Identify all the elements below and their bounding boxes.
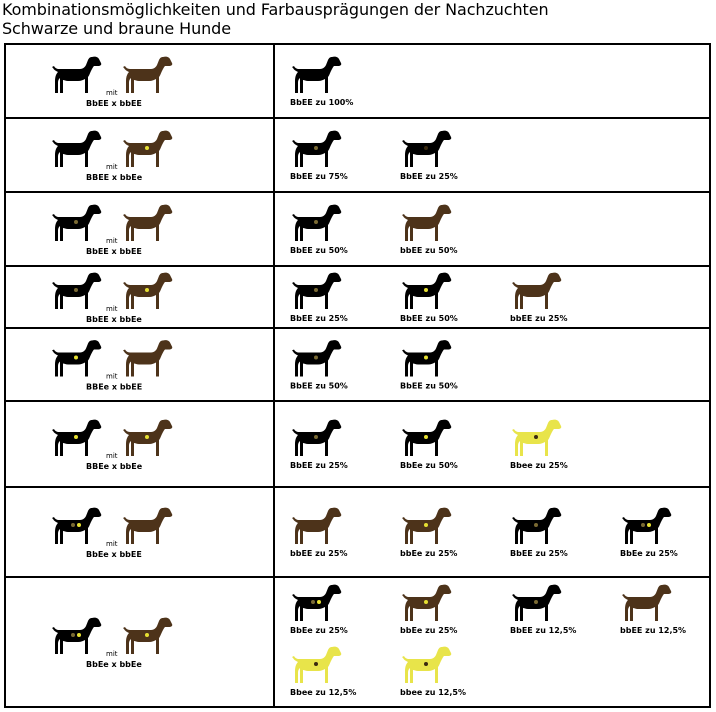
gene-marker	[314, 288, 318, 292]
offspring-dog-6-1	[292, 420, 341, 456]
offspring-dog-5-1	[292, 340, 341, 376]
offspring-dog-8-4	[622, 585, 671, 621]
parents-genotype-label: BbEE x bbEe	[86, 315, 142, 324]
title-line-2: Schwarze und braune Hunde	[2, 19, 231, 38]
gene-marker	[424, 662, 428, 666]
gene-marker	[534, 600, 538, 604]
gene-marker	[314, 356, 318, 360]
gene-marker	[317, 600, 321, 604]
gene-marker	[534, 435, 538, 439]
gene-marker	[424, 146, 428, 150]
offspring-dog-3-2	[402, 205, 451, 241]
parent-dog-7-b	[123, 508, 172, 544]
offspring-dog-8-1	[292, 585, 341, 621]
gene-marker	[74, 288, 78, 292]
gene-marker	[424, 435, 428, 439]
gene-marker	[314, 662, 318, 666]
gene-marker	[314, 220, 318, 224]
parent-dog-3-b	[123, 205, 172, 241]
offspring-genotype-label: bbEE zu 25%	[510, 314, 568, 323]
gene-marker	[145, 633, 149, 637]
gene-marker	[71, 633, 75, 637]
gene-marker	[424, 288, 428, 292]
gene-marker	[424, 600, 428, 604]
parents-genotype-label: BbEe x bbEE	[86, 550, 142, 559]
parent-dog-6-a	[52, 420, 101, 456]
offspring-genotype-label: BbEE zu 50%	[400, 314, 458, 323]
offspring-genotype-label: BbEe zu 25%	[620, 549, 678, 558]
gene-marker	[145, 435, 149, 439]
offspring-dog-7-3	[512, 508, 561, 544]
parent-dog-6-b	[123, 420, 172, 456]
parent-dog-3-a	[52, 205, 101, 241]
offspring-dog-3-1	[292, 205, 341, 241]
offspring-genotype-label: BbEE zu 25%	[400, 172, 458, 181]
connector-label: mit	[106, 540, 118, 548]
offspring-dog-4-1	[292, 273, 341, 309]
parent-dog-8-b	[123, 618, 172, 654]
gene-marker	[314, 435, 318, 439]
offspring-dog-8-2	[402, 585, 451, 621]
parent-dog-2-b	[123, 131, 172, 167]
offspring-genotype-label: bbEE zu 12,5%	[620, 626, 687, 635]
offspring-genotype-label: bbee zu 12,5%	[400, 688, 466, 697]
parent-dog-7-a	[52, 508, 101, 544]
offspring-dog-7-4	[622, 508, 671, 544]
connector-label: mit	[106, 452, 118, 460]
offspring-genotype-label: bbEE zu 25%	[290, 549, 348, 558]
gene-marker	[145, 146, 149, 150]
offspring-dog-2-2	[402, 131, 451, 167]
gene-marker	[314, 146, 318, 150]
connector-label: mit	[106, 305, 118, 313]
offspring-genotype-label: BbEE zu 75%	[290, 172, 348, 181]
gene-marker	[77, 523, 81, 527]
connector-label: mit	[106, 237, 118, 245]
connector-label: mit	[106, 650, 118, 658]
offspring-dog-1-1	[292, 57, 341, 93]
gene-marker	[145, 288, 149, 292]
parent-dog-1-b	[123, 57, 172, 93]
offspring-genotype-label: BbEE zu 50%	[400, 381, 458, 391]
parent-dog-2-a	[52, 131, 101, 167]
gene-marker	[74, 220, 78, 224]
offspring-genotype-label: BbEe zu 25%	[290, 626, 348, 635]
parent-dog-5-a	[52, 340, 101, 376]
offspring-genotype-label: BbEE zu 50%	[290, 381, 348, 391]
offspring-dog-8-3	[512, 585, 561, 621]
connector-label: mit	[106, 89, 118, 97]
connector-label: mit	[106, 163, 118, 171]
gene-marker	[424, 356, 428, 360]
parent-dog-4-a	[52, 273, 101, 309]
gene-marker	[641, 523, 645, 527]
offspring-dog-7-2	[402, 508, 451, 544]
title-line-1: Kombinationsmöglichkeiten und Farbausprägungen der Nachzuchten	[2, 0, 549, 19]
parents-genotype-label: BbEE x bbEE	[86, 99, 142, 108]
gene-marker	[74, 356, 78, 360]
offspring-dog-8-6	[402, 647, 451, 683]
offspring-genotype-label: Bbee zu 12,5%	[290, 688, 357, 697]
offspring-dog-6-3	[512, 420, 561, 456]
offspring-genotype-label: BbEE zu 100%	[290, 98, 354, 107]
parents-genotype-label: BBEe x bbEE	[86, 382, 143, 392]
parent-dog-5-b	[123, 340, 172, 376]
offspring-genotype-label: bbEe zu 25%	[400, 549, 458, 558]
parent-dog-8-a	[52, 618, 101, 654]
offspring-genotype-label: BbEE zu 12,5%	[510, 626, 577, 635]
offspring-genotype-label: BbEE zu 50%	[290, 246, 348, 255]
gene-marker	[71, 523, 75, 527]
gene-marker	[424, 523, 428, 527]
offspring-dog-7-1	[292, 508, 341, 544]
offspring-genotype-label: bbEE zu 50%	[400, 246, 458, 255]
offspring-dog-4-3	[512, 273, 561, 309]
gene-marker	[311, 600, 315, 604]
parent-dog-4-b	[123, 273, 172, 309]
parents-genotype-label: BbEE x bbEE	[86, 247, 142, 256]
connector-label: mit	[106, 372, 118, 381]
gene-marker	[647, 523, 651, 527]
offspring-genotype-label: BbEe zu 50%	[400, 461, 458, 470]
offspring-genotype-label: bbEe zu 25%	[400, 626, 458, 635]
parents-genotype-label: BbEe x bbEe	[86, 660, 142, 669]
parents-genotype-label: BBEE x bbEe	[86, 173, 143, 182]
parent-dog-1-a	[52, 57, 101, 93]
offspring-dog-5-2	[402, 340, 451, 376]
offspring-genotype-label: BbEE zu 25%	[290, 461, 348, 470]
offspring-dog-8-5	[292, 647, 341, 683]
offspring-genotype-label: BbEE zu 25%	[510, 549, 568, 558]
gene-marker	[74, 435, 78, 439]
offspring-dog-2-1	[292, 131, 341, 167]
offspring-dog-6-2	[402, 420, 451, 456]
gene-marker	[534, 523, 538, 527]
offspring-genotype-label: BbEE zu 25%	[290, 314, 348, 323]
parents-genotype-label: BBEe x bbEe	[86, 462, 143, 471]
gene-marker	[77, 633, 81, 637]
offspring-genotype-label: Bbee zu 25%	[510, 461, 568, 470]
offspring-dog-4-2	[402, 273, 451, 309]
